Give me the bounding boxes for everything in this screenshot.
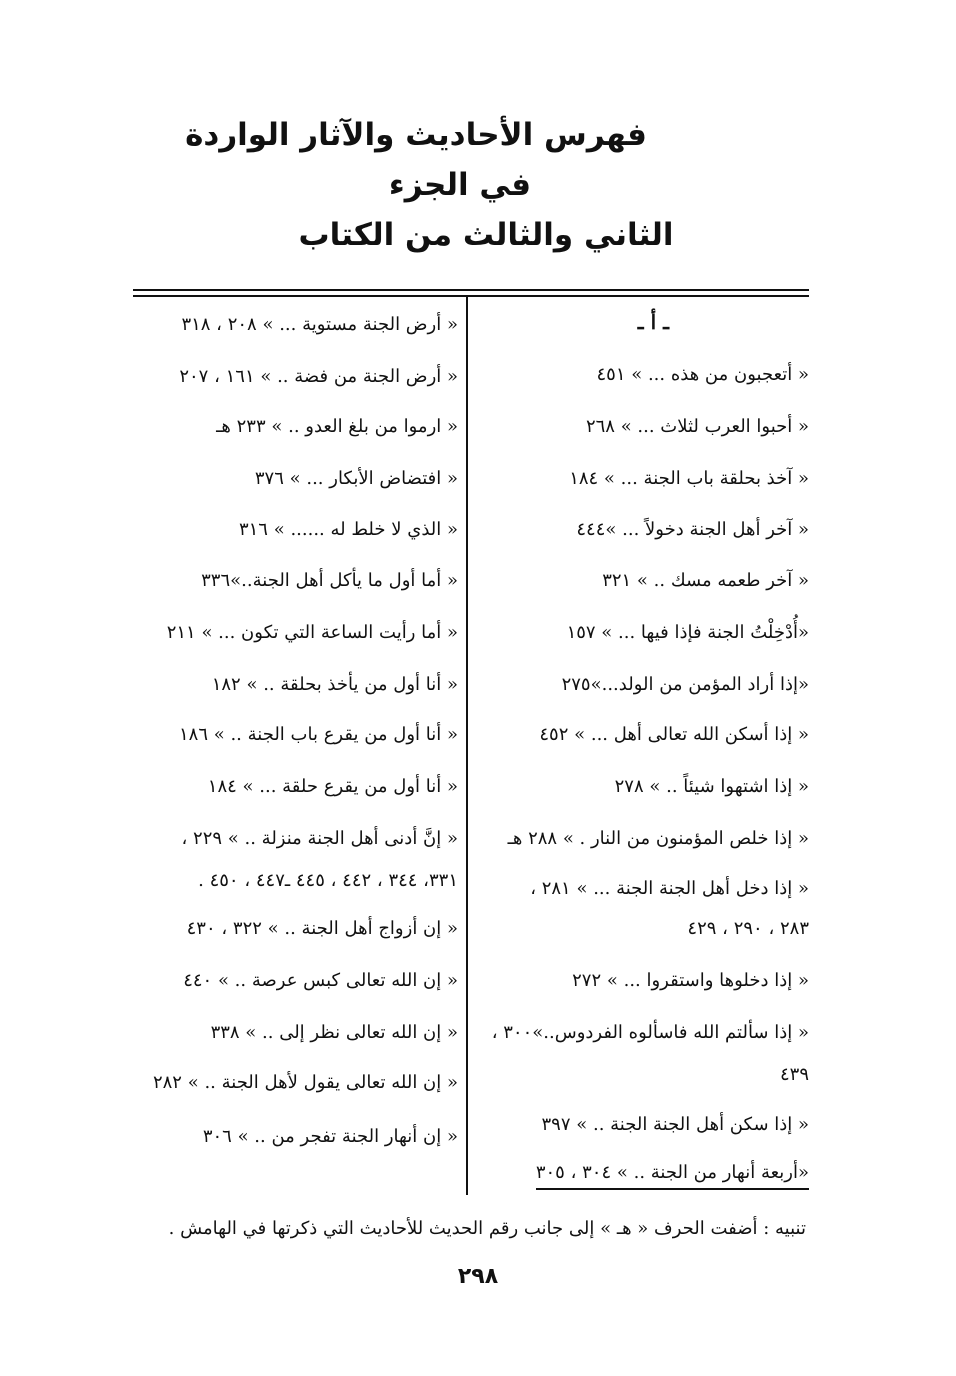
index-entry-continuation: ٢٨٣ ، ٢٩٠ ، ٤٢٩	[687, 918, 809, 939]
index-entry: « الذي لا خلط له ...... » ٣١٦	[238, 519, 458, 540]
double-rule-upper	[133, 289, 809, 291]
index-entry: « إذا أسكن الله تعالى أهل ... » ٤٥٢	[539, 724, 809, 745]
index-entry: « أنا أول من يأخذ بحلقة .. » ١٨٢	[211, 674, 458, 695]
index-entry: « آخر أهل الجنة دخولاً ... »٤٤٤	[576, 519, 809, 540]
title-line-2: في الجزء	[388, 167, 532, 203]
index-entry: « إن الله تعالى كبس عرصة .. » ٤٤٠	[183, 970, 458, 991]
index-entry: « إذا خلص المؤمنون من النار . » ٢٨٨ هـ	[507, 828, 809, 849]
index-entry: « أرض الجنة مستوية ... » ٢٠٨ ، ٣١٨	[181, 314, 458, 335]
index-entry-continuation: ٤٣٩	[779, 1064, 809, 1085]
index-entry: «أُدْخِلْتُ الجنة فإذا فيها ... » ١٥٧	[566, 622, 809, 643]
index-entry: « إن أزواج أهل الجنة .. » ٣٢٢ ، ٤٣٠	[186, 918, 458, 939]
index-entry: «إذا أراد المؤمن من الولد...»٢٧٥	[561, 674, 809, 695]
index-entry: « إذا دخلوها واستقروا ... » ٢٧٢	[572, 970, 809, 991]
title-line-3: الثاني والثالث من الكتاب	[298, 217, 674, 253]
index-entry: « آخر طعمه مسك .. » ٣٢١	[602, 570, 809, 591]
index-entry: « آخذ بحلقة باب الجنة ... » ١٨٤	[569, 468, 809, 489]
index-entry: « أما أول ما يأكل أهل الجنة..»٣٣٦	[201, 570, 458, 591]
index-entry: « إن الله تعالى يقول لأهل الجنة .. » ٢٨٢	[152, 1072, 458, 1093]
index-entry: « أتعجبون من هذه ... » ٤٥١	[596, 364, 809, 385]
index-entry: « إذا سألتم الله فاسألوه الفردوس..»٣٠٠ ،	[491, 1022, 809, 1043]
title-line-1: فهرس الأحاديث والآثار الواردة	[185, 117, 647, 153]
index-entry-continuation: ٣٣١، ٣٤٤ ، ٤٤٢ ، ٤٤٥ ـ٤٤٧ ، ٤٥٠ .	[198, 870, 458, 891]
index-entry: « إذا سكن أهل الجنة الجنة .. » ٣٩٧	[541, 1114, 809, 1135]
footnote-remark: تنبيه : أضفت الحرف « هـ » إلى جانب رقم الحديث للأحاديث التي ذكرتها في الهامش .	[168, 1218, 806, 1239]
index-entry: « أرض الجنة من فضة .. » ١٦١ ، ٢٠٧	[179, 366, 458, 387]
index-entry: « إن الله تعالى نظر إلى .. » ٣٣٨	[210, 1022, 458, 1043]
column-divider	[466, 297, 468, 1195]
index-entry: « إذا دخل أهل الجنة الجنة ... » ٢٨١ ،	[530, 878, 809, 899]
letter-heading-alif: ـ أ ـ	[637, 310, 669, 334]
double-rule-lower	[133, 295, 809, 297]
index-entry: « إن أنهار الجنة تفجر من .. » ٣٠٦	[202, 1126, 458, 1147]
index-entry: « افتضاض الأبكار ... » ٣٧٦	[254, 468, 458, 489]
index-entry: « أحبوا العرب لثلاث ... » ٢٦٨	[585, 416, 809, 437]
index-title	[0, 110, 956, 260]
index-entry: «أربعة أنهار من الجنة .. » ٣٠٤ ، ٣٠٥	[536, 1160, 809, 1190]
page-number: ٢٩٨	[457, 1264, 499, 1289]
index-entry: « أما رأيت الساعة التي تكون ... » ٢١١	[166, 622, 458, 643]
index-entry: « ارموا من بلغ العدو .. » ٢٣٣ هـ	[216, 416, 458, 437]
index-entry: « أنا أول من يقرع حلقة ... » ١٨٤	[207, 776, 458, 797]
index-entry: « أنا أول من يقرع باب الجنة .. » ١٨٦	[178, 724, 458, 745]
index-entry: « إذا اشتهوا شيئاً .. » ٢٧٨	[614, 776, 809, 797]
index-entry: « إنَّ أدنى أهل الجنة منزلة .. » ٢٢٩ ،	[181, 828, 458, 849]
